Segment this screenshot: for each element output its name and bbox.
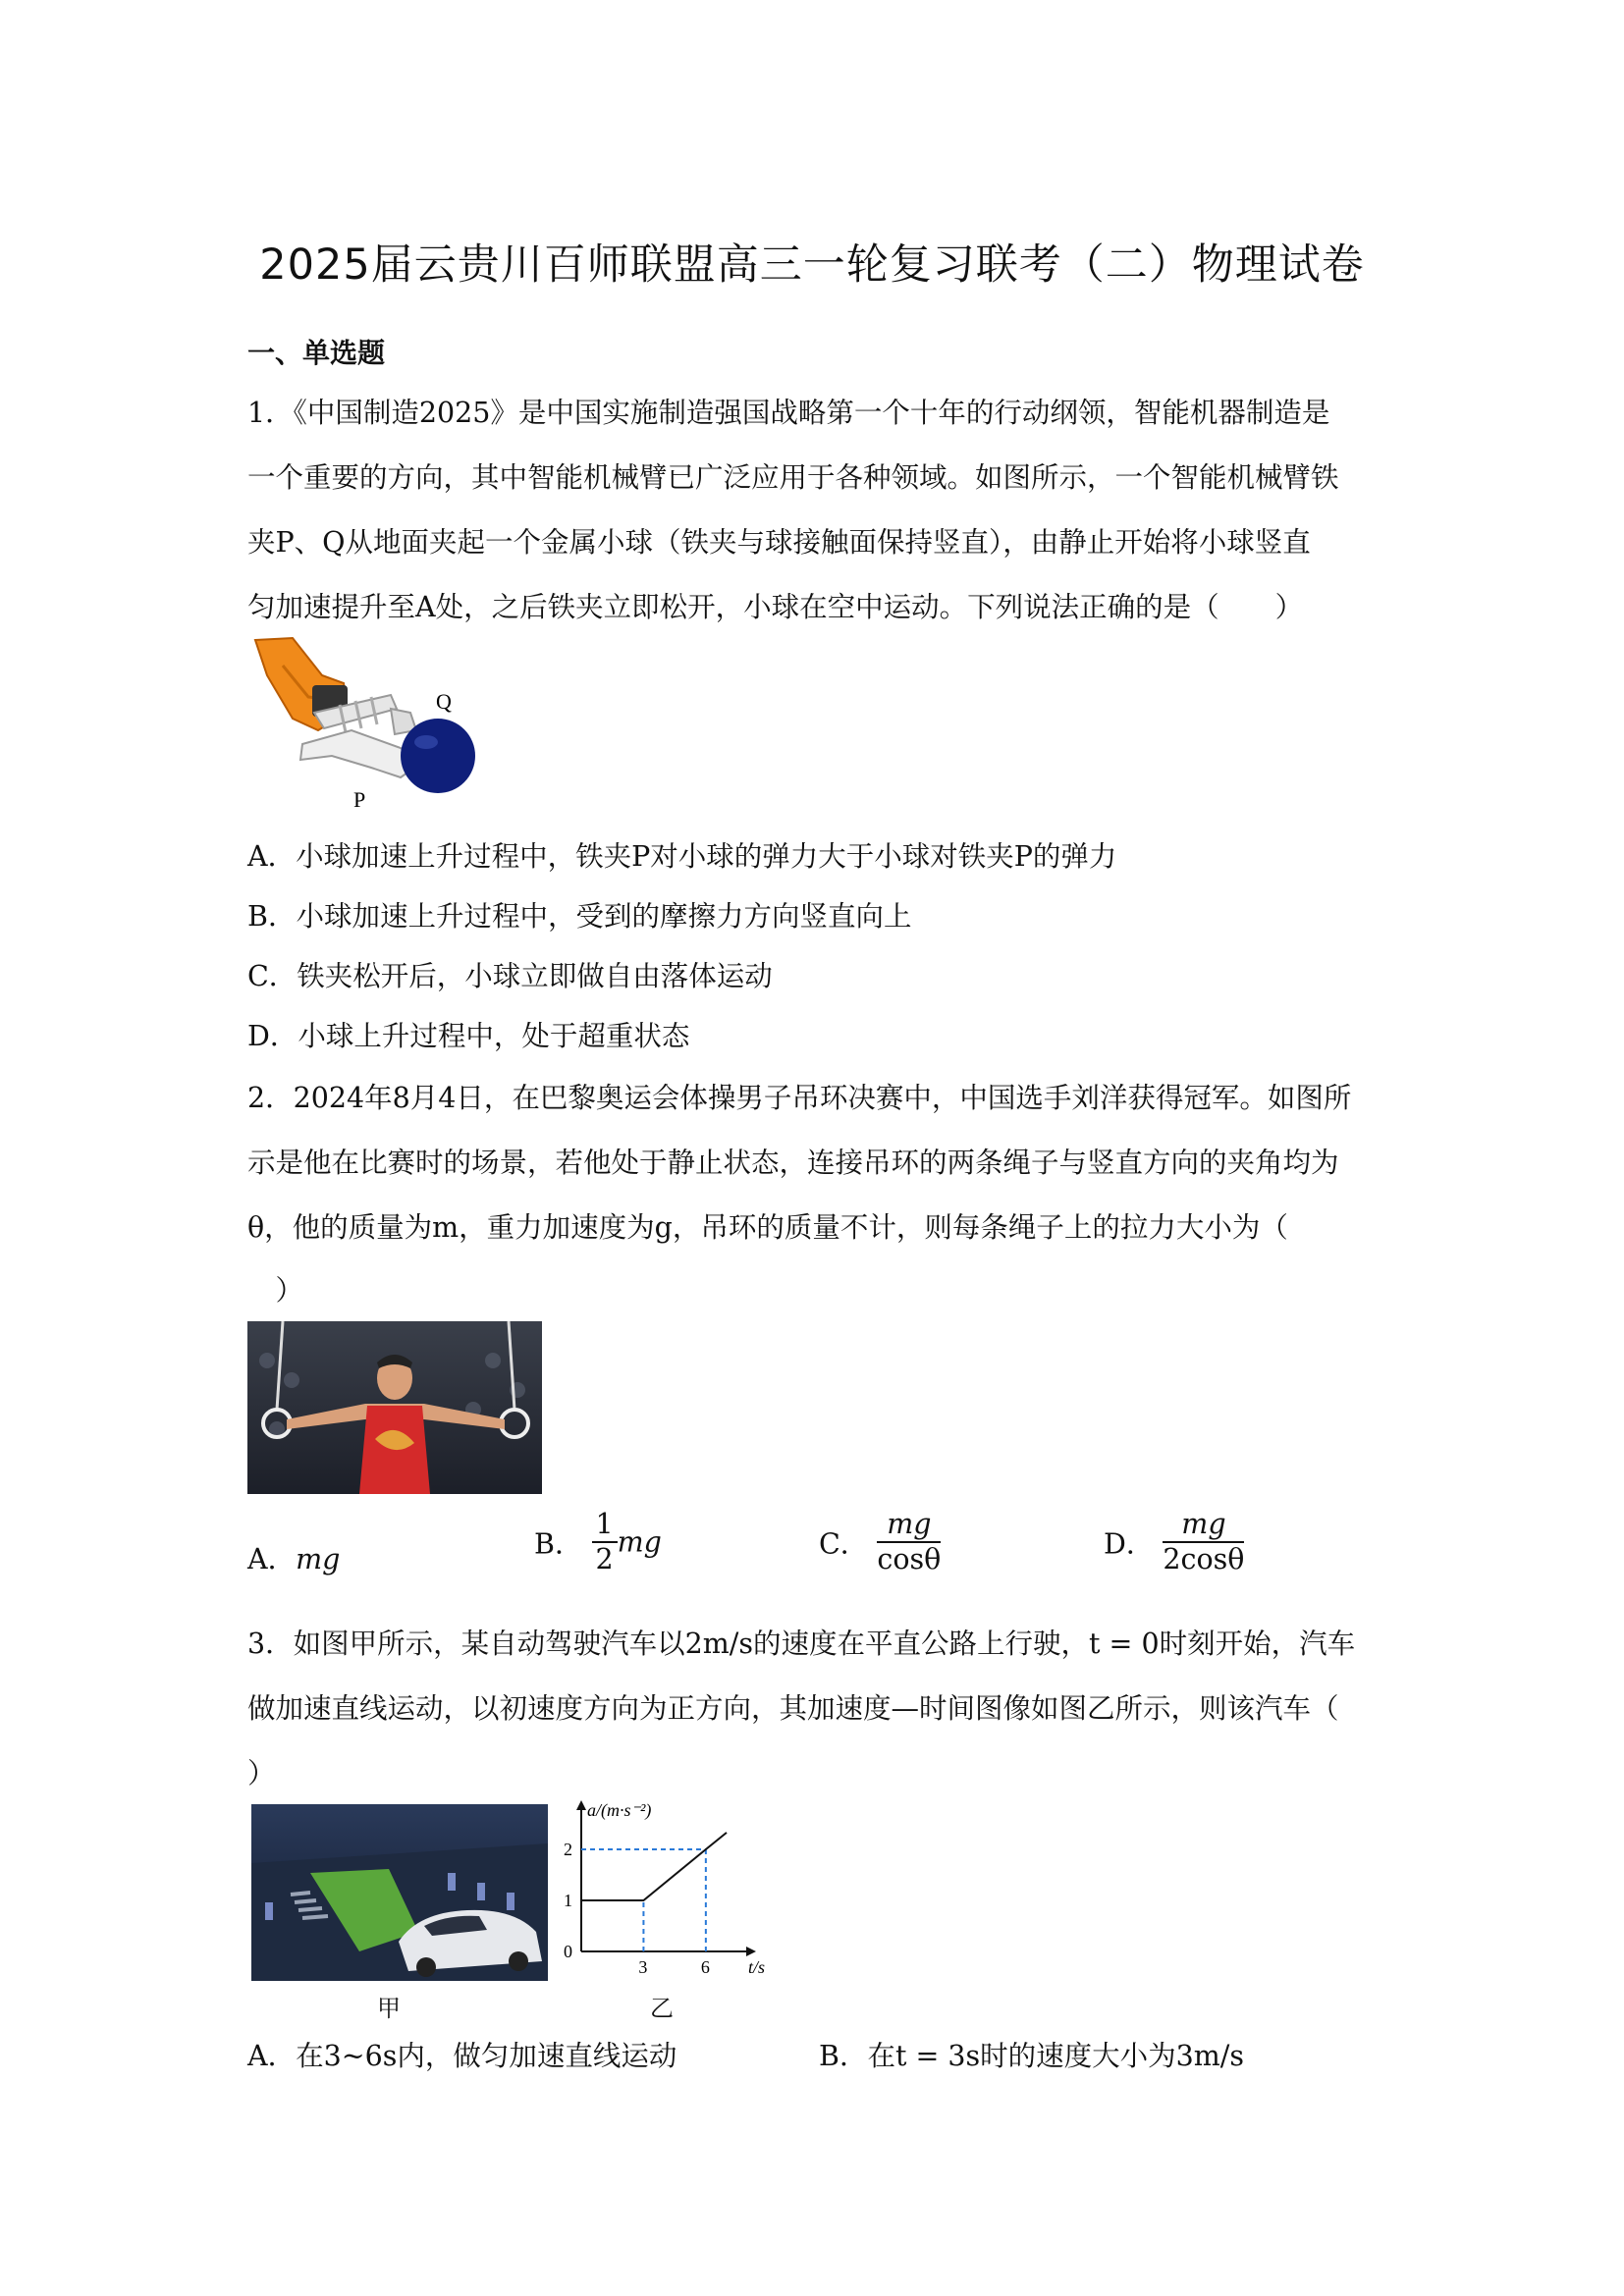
q3-line-2: 做加速直线运动，以初速度方向为正方向，其加速度—时间图像如图乙所示，则该汽车（	[247, 1692, 1339, 1725]
page-title: 2025届云贵川百师联盟高三一轮复习联考（二）物理试卷	[259, 240, 1365, 290]
fig-label-q: Q	[436, 689, 452, 714]
metal-ball	[401, 719, 475, 793]
x-tick-label: 3	[638, 1957, 648, 1977]
q2-option-c-fraction: $\frac{mg}{\cos\theta}$	[877, 1508, 942, 1575]
q1-line-3: 夹P、Q从地面夹起一个金属小球（铁夹与球接触面保持竖直），由静止开始将小球竖直	[247, 526, 1311, 559]
caption-yi: 乙	[650, 1995, 674, 2022]
y-tick-label: 2	[564, 1840, 572, 1859]
series-line-a	[581, 1833, 727, 1900]
q2-option-c: C． $\frac{mg}{\cos\theta}$	[819, 1508, 942, 1575]
section-heading: 一、单选题	[247, 337, 386, 369]
q2-option-d-fraction: $\frac{mg}{2\cos\theta}$	[1163, 1508, 1245, 1575]
q3-option-b: B．在t = 3s时的速度大小为3m/s	[819, 2040, 1245, 2072]
q2-line-4: ）	[247, 1274, 304, 1307]
caption-jia: 甲	[377, 1995, 401, 2022]
q2-line-1: 2．2024年8月4日，在巴黎奥运会体操男子吊环决赛中，中国选手刘洋获得冠军。如图所	[247, 1082, 1352, 1114]
q3-line-3: ）	[247, 1757, 276, 1789]
acceleration-time-chart	[550, 1796, 776, 1981]
q3-line-1: 3．如图甲所示，某自动驾驶汽车以2m/s的速度在平直公路上行驶，t = 0时刻开始，汽车	[247, 1628, 1356, 1660]
x-axis-label: t/s	[748, 1957, 766, 1977]
q2-line-3: θ，他的质量为m，重力加速度为g，吊环的质量不计，则每条绳子上的拉力大小为（	[247, 1211, 1288, 1244]
autonomous-car-photo	[251, 1804, 548, 1981]
q1-line-4: 匀加速提升至A处，之后铁夹立即松开，小球在空中运动。下列说法正确的是（ ）	[247, 591, 1304, 623]
q1-option-c: C．铁夹松开后，小球立即做自由落体运动	[247, 960, 773, 992]
robot-arm-figure	[253, 636, 489, 813]
x-tick-label: 6	[700, 1957, 710, 1977]
q3-option-a: A．在3~6s内，做匀加速直线运动	[247, 2040, 677, 2072]
fig-label-p: P	[353, 787, 366, 812]
q2-option-b-fraction: $\frac{1}{2}$	[592, 1508, 618, 1576]
y-axis-arrow	[576, 1800, 586, 1810]
q1-option-d: D．小球上升过程中，处于超重状态	[247, 1020, 690, 1052]
x-axis-arrow	[746, 1947, 756, 1956]
q2-option-a: A．mg	[247, 1543, 341, 1575]
q2-option-d: D． $\frac{mg}{2\cos\theta}$	[1104, 1508, 1245, 1575]
q2-option-b: B． $\frac{1}{2}$ mg	[534, 1508, 662, 1575]
y-axis-label: a/(m·s⁻²)	[587, 1800, 652, 1820]
gymnast-photo	[247, 1321, 542, 1494]
y-tick-label: 0	[564, 1942, 572, 1961]
q1-option-b: B．小球加速上升过程中，受到的摩擦力方向竖直向上	[247, 900, 912, 933]
y-tick-label: 1	[564, 1891, 572, 1910]
q1-line-2: 一个重要的方向，其中智能机械臂已广泛应用于各种领域。如图所示，一个智能机械臂铁	[247, 461, 1339, 494]
q2-line-2: 示是他在比赛时的场景，若他处于静止状态，连接吊环的两条绳子与竖直方向的夹角均为	[247, 1147, 1339, 1179]
q1-line-1: 1．《中国制造2025》是中国实施制造强国战略第一个十年的行动纲领，智能机器制造是	[247, 397, 1330, 429]
q1-option-a: A．小球加速上升过程中，铁夹P对小球的弹力大于小球对铁夹P的弹力	[247, 840, 1117, 873]
